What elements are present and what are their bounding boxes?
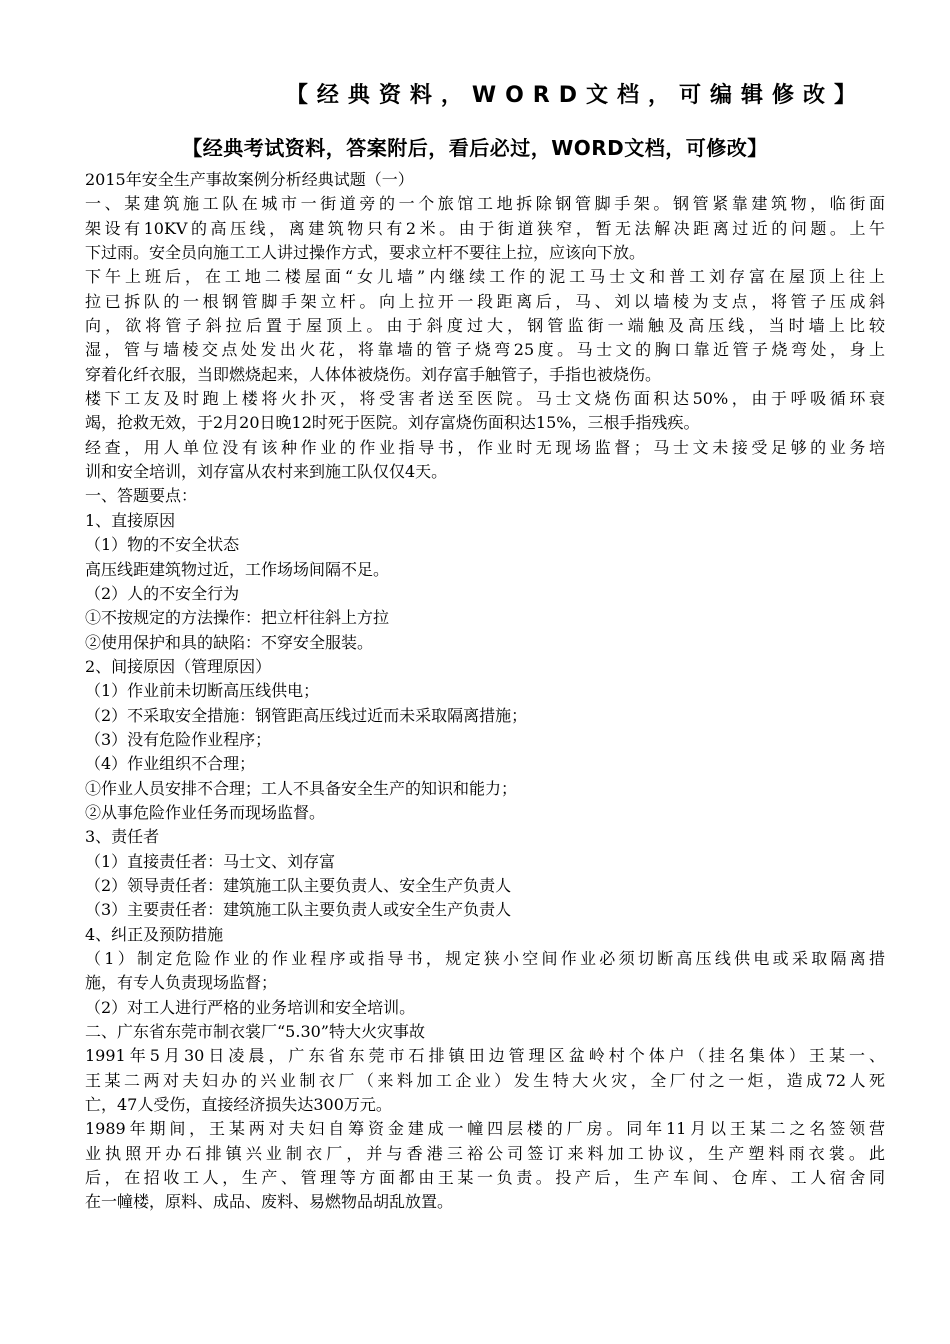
document-line: （1）作业前未切断高压线供电； bbox=[85, 681, 320, 701]
document-line: 施，有专人负责现场监督； bbox=[85, 973, 278, 993]
document-line: 下午上班后，在工地二楼屋面“女儿墙”内继续工作的泥工马士文和普工刘存富在屋顶上往上 bbox=[85, 267, 885, 287]
document-line: ②从事危险作业任务而现场监督。 bbox=[85, 802, 326, 822]
document-line: （1）物的不安全状态 bbox=[85, 535, 240, 555]
document-line: 架设有10KV的高压线，离建筑物只有2米。由于街道狭窄，暂无法解决距离过近的问题。上午 bbox=[85, 218, 885, 238]
document-line: （2）对工人进行严格的业务培训和安全培训。 bbox=[85, 997, 416, 1017]
document-line: 竭，抢救无效，于2月20日晚12时死于医院。刘存富烧伤面积达15%，三根手指残疾。 bbox=[85, 413, 700, 433]
document-line: 4、纠正及预防措施 bbox=[85, 924, 224, 944]
document-line: 业执照开办石排镇兴业制衣厂，并与香港三裕公司签订来料加工协议，生产塑料雨衣裳。此 bbox=[85, 1143, 885, 1163]
document-line: ②使用保护和具的缺陷：不穿安全服装。 bbox=[85, 632, 374, 652]
document-line: 向，欲将管子斜拉后置于屋顶上。由于斜度过大，钢管监街一端触及高压线，当时墙上比较 bbox=[85, 316, 885, 336]
document-line: （2）不采取安全措施：钢管距高压线过近而未采取隔离措施； bbox=[85, 705, 528, 725]
document-line: ①作业人员安排不合理；工人不具备安全生产的知识和能力； bbox=[85, 778, 518, 798]
document-line: （2）领导责任者：建筑施工队主要负责人、安全生产负责人 bbox=[85, 875, 512, 895]
document-line: 一、答题要点： bbox=[85, 486, 198, 506]
document-line: 王某二两对夫妇办的兴业制衣厂（来料加工企业）发生特大火灾，全厂付之一炬，造成72人死 bbox=[85, 1070, 885, 1090]
document-line: （1）直接责任者：马士文、刘存富 bbox=[85, 851, 336, 871]
document-line: （4）作业组织不合理； bbox=[85, 754, 256, 774]
document-line: 1991年5月30日凌晨，广东省东莞市石排镇田边管理区盆岭村个体户（挂名集体）王某一、 bbox=[85, 1046, 885, 1066]
document-line: 一、某建筑施工队在城市一街道旁的一个旅馆工地拆除钢管脚手架。钢管紧靠建筑物，临街面 bbox=[85, 194, 885, 214]
header-banner: 【经典资料，WORD文档，可编辑修改】 bbox=[285, 83, 865, 108]
document-line: 1、直接原因 bbox=[85, 510, 176, 530]
document-line: 2015年安全生产事故案例分析经典试题（一） bbox=[85, 170, 414, 189]
document-line: 湿，管与墙棱交点处发出火花，将靠墙的管子烧弯25度。马士文的胸口靠近管子烧弯处，身上 bbox=[85, 340, 885, 360]
document-line: 经查，用人单位没有该种作业的作业指导书，作业时无现场监督；马士文未接受足够的业务培 bbox=[85, 437, 885, 457]
document-line: 3、责任者 bbox=[85, 827, 160, 847]
document-line: 2、间接原因（管理原因） bbox=[85, 656, 272, 676]
document-body bbox=[85, 168, 885, 1215]
document-line: 二、广东省东莞市制衣裳厂“5.30”特大火灾事故 bbox=[85, 1022, 425, 1042]
document-line: 在一幢楼，原料、成品、废料、易燃物品胡乱放置。 bbox=[85, 1192, 454, 1212]
document-line: 楼下工友及时跑上楼将火扑灭，将受害者送至医院。马士文烧伤面积达50%，由于呼吸循环衰 bbox=[85, 389, 885, 409]
document-line: ①不按规定的方法操作：把立杆往斜上方拉 bbox=[85, 608, 390, 628]
document-line: 后，在招收工人，生产、管理等方面都由王某一负责。投产后，生产车间、仓库、工人宿舍同 bbox=[85, 1168, 885, 1188]
document-line: 高压线距建筑物过近，工作场场间隔不足。 bbox=[85, 559, 390, 579]
document-line: （2）人的不安全行为 bbox=[85, 583, 240, 603]
document-line: （1）制定危险作业的作业程序或指导书，规定狭小空间作业必须切断高压线供电或采取隔离措 bbox=[85, 949, 885, 968]
document-line: 训和安全培训，刘存富从农村来到施工队仅仅4天。 bbox=[85, 462, 448, 482]
document-line: 1989年期间，王某两对夫妇自筹资金建成一幢四层楼的厂房。同年11月以王某二之名签领营 bbox=[85, 1119, 885, 1139]
document-line: 下过雨。安全员向施工工人讲过操作方式，要求立杆不要往上拉，应该向下放。 bbox=[85, 243, 646, 263]
document-line: （3）主要责任者：建筑施工队主要负责人或安全生产负责人 bbox=[85, 900, 512, 920]
document-line: 亡，47人受伤，直接经济损失达300万元。 bbox=[85, 1095, 392, 1115]
document-line: 拉已拆队的一根钢管脚手架立杆。向上拉开一段距离后，马、刘以墙棱为支点，将管子压成斜 bbox=[85, 291, 885, 311]
document-line: （3）没有危险作业程序； bbox=[85, 729, 272, 749]
sub-banner: 【经典考试资料，答案附后，看后必过，WORD文档，可修改】 bbox=[182, 136, 768, 160]
document-line: 穿着化纤衣服，当即燃烧起来，人体体被烧伤。刘存富手触管子，手指也被烧伤。 bbox=[85, 364, 662, 384]
